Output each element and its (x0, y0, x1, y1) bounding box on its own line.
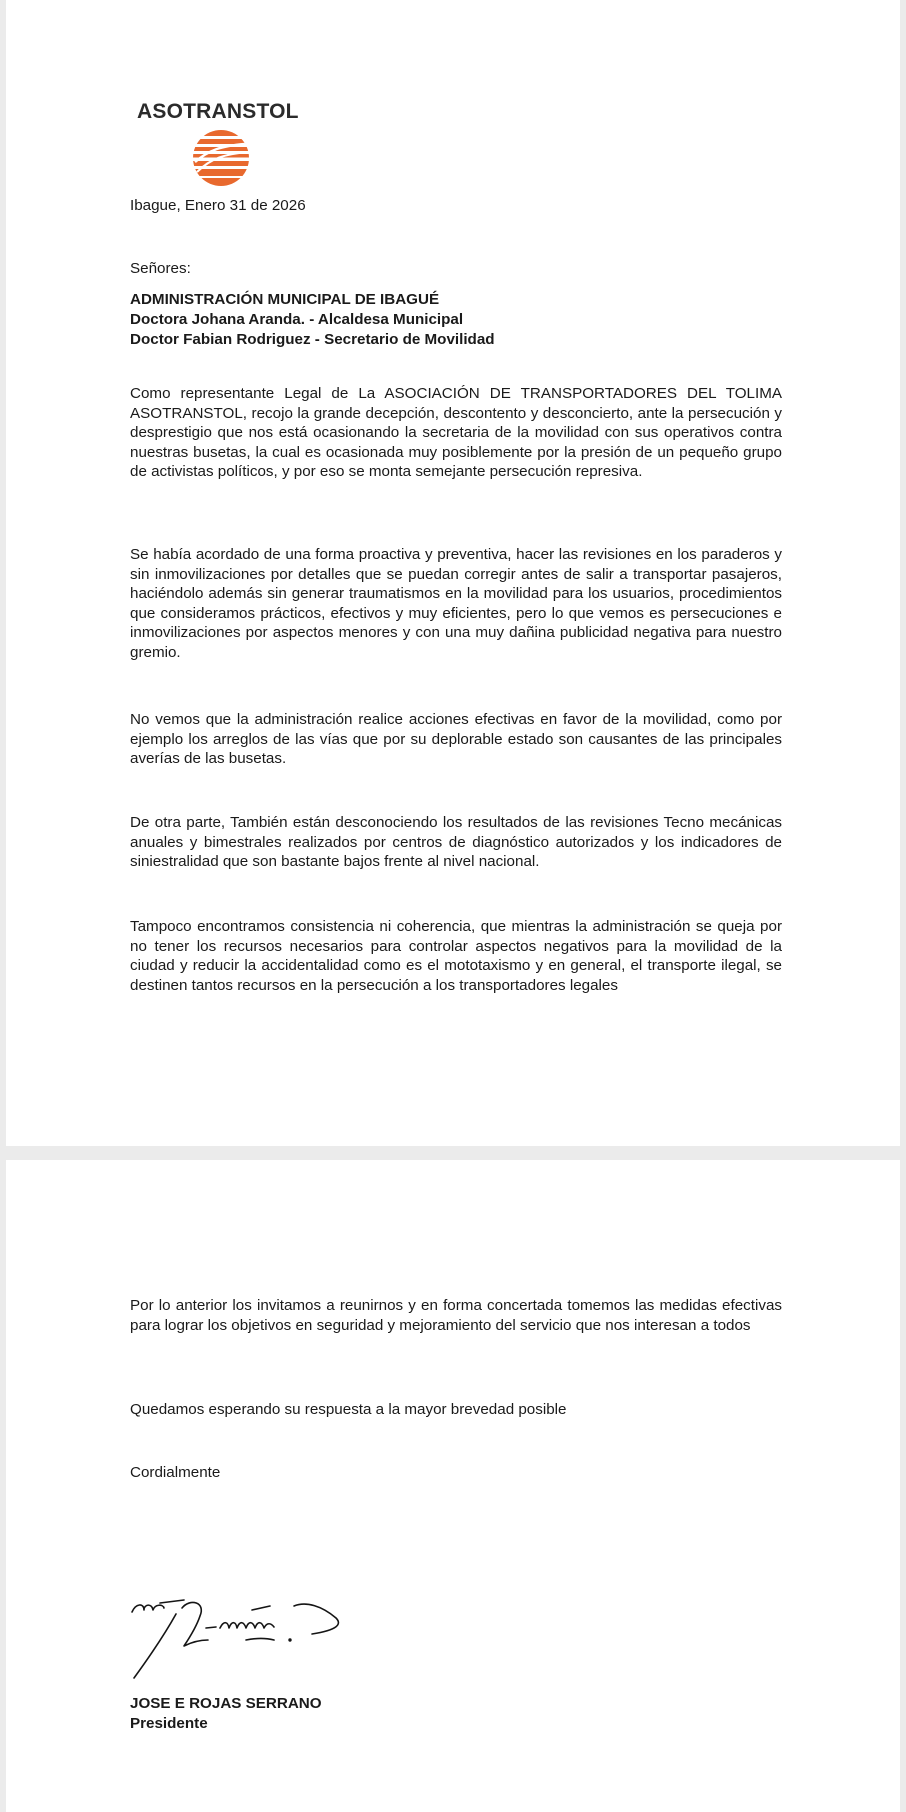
body-paragraph: Por lo anterior los invitamos a reunirnos y en forma concertada tomemos las medidas efectivas para lograr los objetivos en seguridad y mejoramiento del servicio que nos interesan a todos (130, 1297, 782, 1334)
logo-wordmark: ASOTRANSTOL (137, 100, 299, 123)
body-paragraph: Quedamos esperando su respuesta a la mayor brevedad posible (130, 1401, 567, 1418)
letter-page-1 (6, 0, 900, 1146)
closing: Cordialmente (130, 1464, 221, 1481)
letter-date: Ibague, Enero 31 de 2026 (130, 197, 306, 214)
recipient-line: Doctor Fabian Rodriguez - Secretario de Movilidad (130, 331, 495, 348)
salutation: Señores: (130, 260, 191, 277)
recipient-line: Doctora Johana Aranda. - Alcaldesa Municipal (130, 311, 464, 328)
handwritten-signature-icon (122, 1570, 372, 1685)
body-paragraph: Tampoco encontramos consistencia ni coherencia, que mientras la administración se queja por no tener los recursos necesarios para controlar aspectos negativos para la movilidad de la ciudad y reducir la accidentalidad como es el mototaxismo y en general, el transporte ilegal, se destinen tantos recursos en la persecución a los transportadores legales (130, 918, 782, 994)
letter-page-2 (6, 1160, 900, 1812)
body-paragraph: No vemos que la administración realice acciones efectivas en favor de la movilidad, como por ejemplo los arreglos de las vías que por su deplorable estado son causantes de las principales averías de las busetas. (130, 711, 782, 767)
signer-title: Presidente (130, 1715, 208, 1732)
body-paragraph: Como representante Legal de La ASOCIACIÓN DE TRANSPORTADORES DEL TOLIMA ASOTRANSTOL, recojo la grande decepción, descontento y desconcierto, ante la persecución y desprestigio que nos está ocasionando la secretaria de la movilidad con sus operativos contra nuestras busetas, la cual es ocasionada muy posiblemente por la presión de un pequeño grupo de activistas políticos, y por eso se monta semejante persecución represiva. (130, 385, 782, 480)
sun-stripes-logo-icon (191, 128, 251, 188)
recipient-line: ADMINISTRACIÓN MUNICIPAL DE IBAGUÉ (130, 291, 440, 308)
body-paragraph: Se había acordado de una forma proactiva y preventiva, hacer las revisiones en los paraderos y sin inmovilizaciones por detalles que se puedan corregir antes de salir a transportar pasajeros, haciéndolo además sin generar traumatismos en la movilidad para los usuarios, procedimientos que consideramos prácticos, efectivos y muy eficientes, pero lo que vemos es persecuciones e inmovilizaciones por aspectos menores y con una muy dañina publicidad negativa para nuestro gremio. (130, 546, 782, 661)
letterhead-logo (137, 100, 307, 190)
signer-name: JOSE E ROJAS SERRANO (130, 1695, 322, 1712)
body-paragraph: De otra parte, También están desconociendo los resultados de las revisiones Tecno mecánicas anuales y bimestrales realizados por centros de diagnóstico autorizados y los indicadores de siniestralidad que son bastante bajos frente al nivel nacional. (130, 814, 782, 870)
